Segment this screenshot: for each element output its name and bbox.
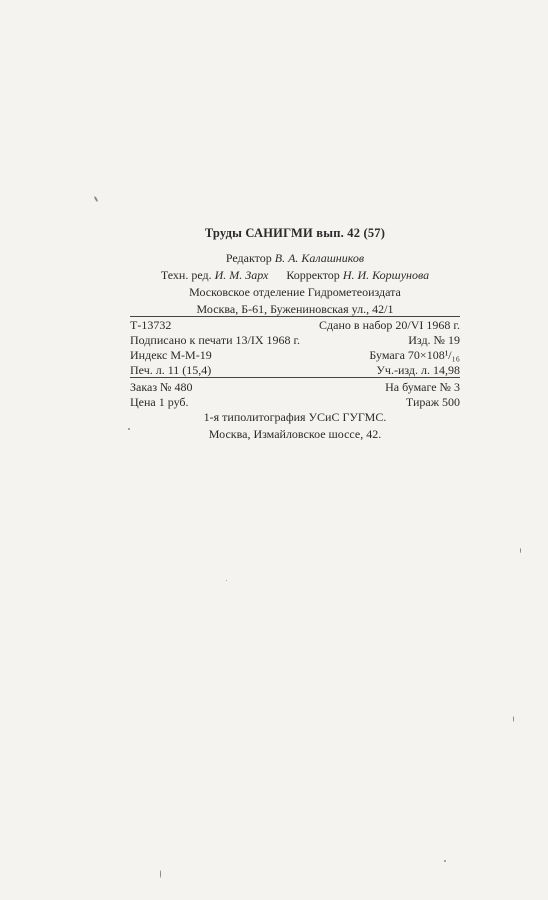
order-right: Тираж 500 <box>405 395 460 409</box>
editor-line <box>130 251 460 266</box>
order-left: Цена 1 руб. <box>130 395 189 409</box>
scan-speck <box>94 196 99 202</box>
scan-speck <box>520 548 521 553</box>
order-block <box>130 380 460 442</box>
proof-role: Корректор <box>286 268 340 282</box>
spec-left: Печ. л. 11 (15,4) <box>130 363 212 377</box>
spec-left: Индекс М-М-19 <box>130 348 212 362</box>
scan-speck <box>160 870 161 878</box>
tech-role: Техн. ред. <box>160 268 212 282</box>
tech-name: И. М. Зарх <box>214 268 269 282</box>
spec-right: Уч.-изд. л. 14,98 <box>376 363 460 377</box>
spec-row <box>130 363 460 378</box>
address-line: Москва, Б-61, Бужениновская ул., 42/1 <box>196 302 394 316</box>
scan-speck <box>444 860 446 862</box>
scan-speck <box>128 428 130 430</box>
spec-right: Изд. № 19 <box>408 333 460 347</box>
credits-block <box>130 251 460 317</box>
printer-line: 1-я типолитография УСиС ГУГМС. <box>203 410 387 424</box>
proof-name: Н. И. Коршунова <box>342 268 430 282</box>
publisher-line: Московское отделение Гидрометеоиздата <box>189 285 401 299</box>
publication-title: Труды САНИГМИ вып. 42 (57) <box>204 226 386 240</box>
spec-right: Бумага 70×108¹/₁₆ <box>369 348 460 362</box>
printer-address: Москва, Измайловское шоссе, 42. <box>208 427 382 441</box>
spec-right: Сдано в набор 20/VI 1968 г. <box>319 318 460 332</box>
order-row <box>130 395 460 410</box>
specs-block <box>130 318 460 378</box>
spec-left: Т-13732 <box>130 318 172 332</box>
editor-role: Редактор <box>225 251 272 265</box>
divider-bottom <box>130 377 460 378</box>
editor-name: В. А. Калашников <box>274 251 365 265</box>
spec-row <box>130 333 460 348</box>
scan-speck <box>513 716 514 722</box>
spec-row <box>130 318 460 333</box>
order-right: На бумаге № 3 <box>385 380 460 394</box>
spec-left: Подписано к печати 13/IX 1968 г. <box>130 333 301 347</box>
order-left: Заказ № 480 <box>130 380 193 394</box>
order-row <box>130 380 460 395</box>
spec-row <box>130 348 460 363</box>
tech-proof-line <box>130 268 460 283</box>
scan-speck <box>226 580 227 581</box>
divider-top <box>130 316 460 317</box>
